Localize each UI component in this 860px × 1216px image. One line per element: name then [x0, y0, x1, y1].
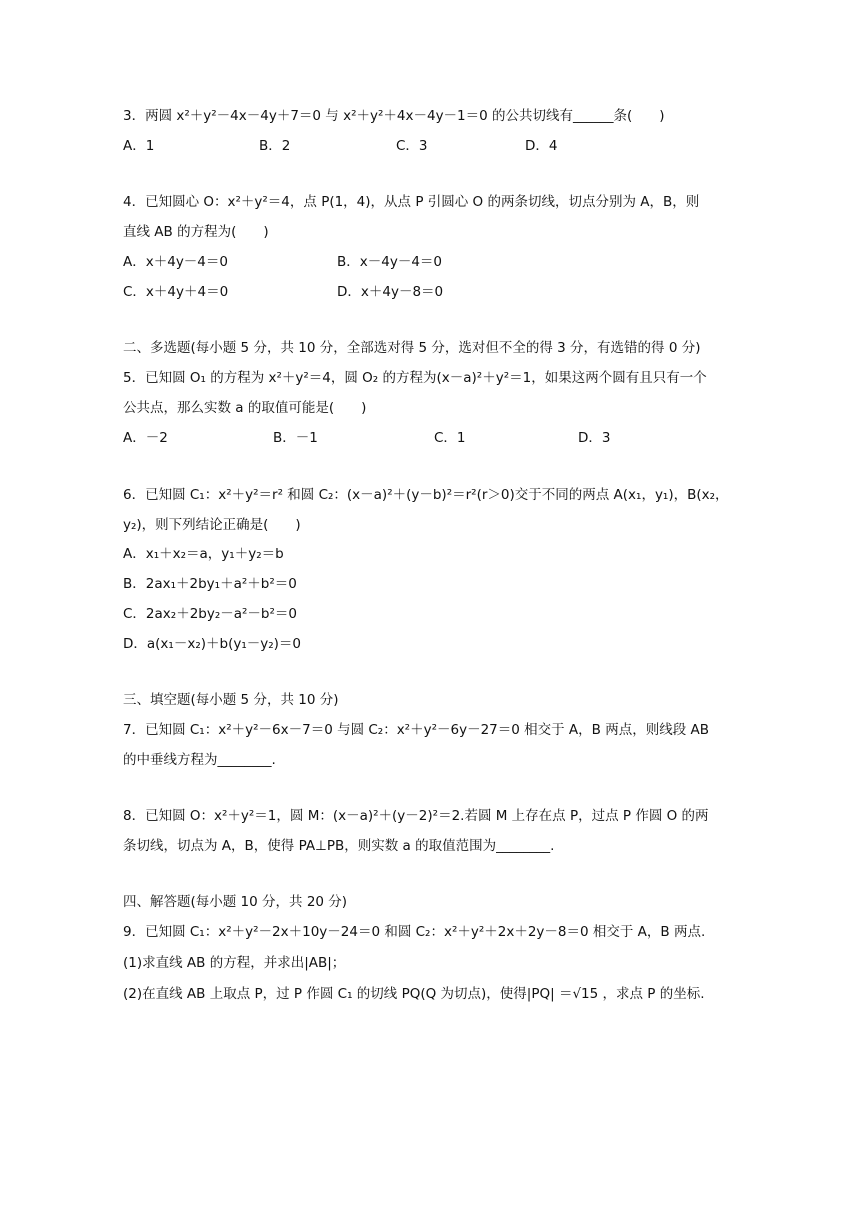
- q3-option-a: A．1: [123, 138, 155, 154]
- q4-stem-line2: 直线 AB 的方程为( ): [123, 224, 269, 240]
- q7-stem-line1: 7．已知圆 C₁：x²＋y²－6x－7＝0 与圆 C₂：x²＋y²－6y－27＝0 相交于 A，B 两点，则线段 AB: [123, 722, 710, 738]
- q8-stem-line2: 条切线，切点为 A，B，使得 PA⊥PB，则实数 a 的取值范围为________.: [123, 838, 555, 854]
- q3-option-c: C．3: [396, 138, 428, 154]
- q5-stem-line1: 5．已知圆 O₁ 的方程为 x²＋y²＝4，圆 O₂ 的方程为(x－a)²＋y²＝1，如果这两个圆有且只有一个: [123, 370, 707, 386]
- section-2-title: 二、多选题(每小题 5 分，共 10 分，全部选对得 5 分，选对但不全的得 3 分，有选错的得 0 分): [123, 340, 701, 356]
- q6-option-b: B．2ax₁＋2by₁＋a²＋b²＝0: [123, 576, 297, 592]
- q6-option-c: C．2ax₂＋2by₂－a²－b²＝0: [123, 606, 298, 622]
- q3-option-b: B．2: [259, 138, 291, 154]
- section-3-title: 三、填空题(每小题 5 分，共 10 分): [123, 692, 339, 708]
- q5-option-d: D．3: [578, 430, 611, 446]
- q9-part2: (2)在直线 AB 上取点 P，过 P 作圆 C₁ 的切线 PQ(Q 为切点)，使得|PQ| ＝√15 ，求点 P 的坐标.: [123, 986, 705, 1002]
- q4-option-a: A．x＋4y－4＝0: [123, 254, 228, 270]
- q8-stem-line1: 8．已知圆 O：x²＋y²＝1，圆 M：(x－a)²＋(y－2)²＝2.若圆 M 上存在点 P，过点 P 作圆 O 的两: [123, 808, 709, 824]
- q5-option-b: B．－1: [273, 430, 318, 446]
- q5-option-c: C．1: [434, 430, 466, 446]
- q4-option-b: B．x－4y－4＝0: [337, 254, 443, 270]
- q5-option-a: A．－2: [123, 430, 168, 446]
- q5-stem-line2: 公共点，那么实数 a 的取值可能是( ): [123, 400, 367, 416]
- q6-stem-line1: 6．已知圆 C₁：x²＋y²＝r² 和圆 C₂：(x－a)²＋(y－b)²＝r²(r＞0)交于不同的两点 A(x₁，y₁)，B(x₂，: [123, 487, 729, 503]
- q7-stem-line2: 的中垂线方程为________.: [123, 752, 276, 768]
- q9-stem: 9．已知圆 C₁：x²＋y²－2x＋10y－24＝0 和圆 C₂：x²＋y²＋2x＋2y－8＝0 相交于 A，B 两点.: [123, 924, 706, 940]
- q3-option-d: D．4: [525, 138, 558, 154]
- q6-option-a: A．x₁＋x₂＝a，y₁＋y₂＝b: [123, 546, 284, 562]
- q9-part1: (1)求直线 AB 的方程，并求出|AB|；: [123, 955, 346, 971]
- q4-option-d: D．x＋4y－8＝0: [337, 284, 444, 300]
- q6-option-d: D．a(x₁－x₂)＋b(y₁－y₂)＝0: [123, 636, 301, 652]
- q4-stem-line1: 4．已知圆心 O：x²＋y²＝4，点 P(1，4)，从点 P 引圆心 O 的两条切线，切点分别为 A，B，则: [123, 194, 700, 210]
- section-4-title: 四、解答题(每小题 10 分，共 20 分): [123, 894, 348, 910]
- q3-stem: 3．两圆 x²＋y²－4x－4y＋7＝0 与 x²＋y²＋4x－4y－1＝0 的公共切线有______条( ): [123, 108, 665, 124]
- q4-option-c: C．x＋4y＋4＝0: [123, 284, 229, 300]
- q6-stem-line2: y₂)，则下列结论正确是( ): [123, 517, 301, 533]
